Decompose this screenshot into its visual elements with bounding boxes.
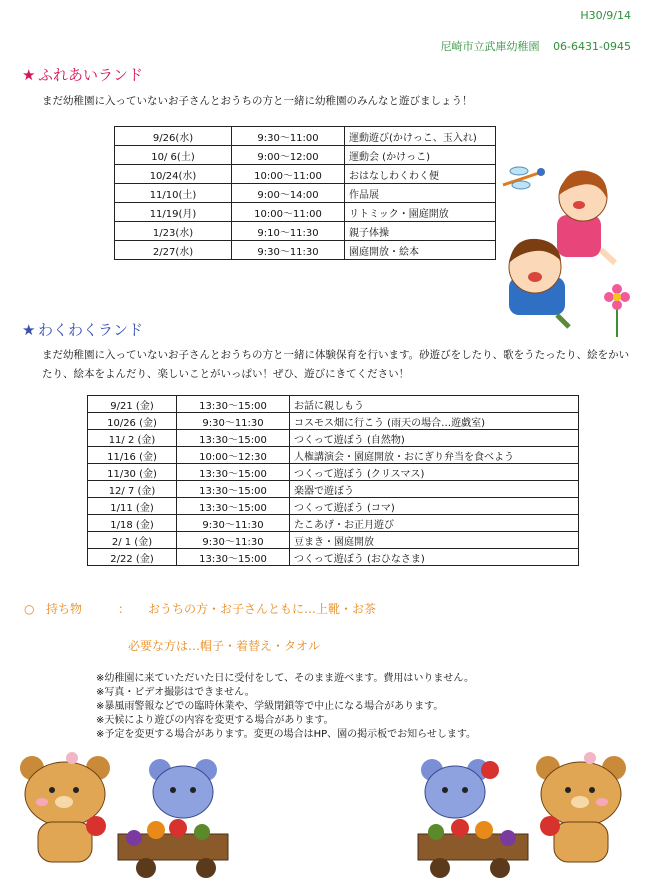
- table-row: [115, 222, 496, 241]
- note-item: ※予定を変更する場合があります。変更の場合はHP、園の掲示板でお知らせします。: [96, 729, 477, 740]
- harvest-cart-icon: [418, 819, 528, 878]
- cell-date: 2/ 1 (金): [88, 532, 177, 549]
- harvest-cart-icon: [118, 819, 228, 878]
- note-item: ※幼稚園に来ていただいた日に受付をして、そのまま遊べます。費用はいりません。: [96, 673, 474, 684]
- bear-icon: [536, 752, 626, 862]
- cell-date: 11/16 (金): [88, 447, 177, 464]
- cell-date: 11/ 2 (金): [88, 430, 177, 447]
- table-row: [88, 413, 579, 430]
- cell-time: 9:30～11:00: [232, 127, 345, 146]
- bear-harvest-cart-illustration-left: [10, 742, 235, 882]
- cell-time: 10:00～12:30: [177, 447, 290, 464]
- cell-time: 13:30～15:00: [177, 430, 290, 447]
- bring-label: 持ち物: [46, 602, 83, 616]
- cell-date: 9/26(水): [115, 127, 232, 146]
- cell-date: 2/27(水): [115, 241, 232, 260]
- table-row: [88, 515, 579, 532]
- cell-event: 作品展: [345, 184, 496, 203]
- table-row: [115, 184, 496, 203]
- cell-event: お話に親しもう: [290, 396, 579, 413]
- cell-event: おはなしわくわく便: [345, 165, 496, 184]
- cell-date: 1/18 (金): [88, 515, 177, 532]
- table-row: [115, 127, 496, 146]
- cell-event: つくって遊ぼう (クリスマス): [290, 464, 579, 481]
- mouse-icon: [421, 759, 489, 818]
- table-row: [88, 464, 579, 481]
- cell-event: つくって遊ぼう (コマ): [290, 498, 579, 515]
- cell-date: 12/ 7 (金): [88, 481, 177, 498]
- cell-date: 11/19(月): [115, 203, 232, 222]
- cell-time: 9:30～11:30: [177, 532, 290, 549]
- bear-harvest-cart-illustration-right: [410, 742, 635, 882]
- school-contact: [441, 38, 631, 54]
- table-row: [88, 396, 579, 413]
- circle-marker-icon: ○: [24, 602, 35, 616]
- apple-icon: [481, 761, 499, 779]
- table-row: [115, 146, 496, 165]
- mouse-icon: [149, 759, 217, 818]
- cell-event: リトミック・園庭開放: [345, 203, 496, 222]
- cell-time: 13:30～15:00: [177, 498, 290, 515]
- section-title-text: わくわくランド: [38, 321, 144, 339]
- section-title-wakuwaku: [22, 319, 143, 340]
- cell-time: 9:10～11:30: [232, 222, 345, 241]
- apple-icon: [540, 816, 560, 836]
- bring-items: おうちの方・お子さんともに…上靴・お茶: [148, 602, 377, 616]
- star-icon: ★: [22, 321, 36, 339]
- cell-event: つくって遊ぼう (自然物): [290, 430, 579, 447]
- note-item: ※暴風雨警報などでの臨時休業や、学級閉鎖等で中止になる場合があります。: [96, 701, 444, 712]
- cell-time: 9:00～12:00: [232, 146, 345, 165]
- cell-time: 10:00～11:00: [232, 165, 345, 184]
- section-title-text: ふれあいランド: [38, 66, 144, 84]
- cell-time: 9:00～14:00: [232, 184, 345, 203]
- optional-items: 必要な方は…帽子・着替え・タオル: [128, 639, 321, 653]
- cell-time: 13:30～15:00: [177, 549, 290, 566]
- document-date: H30/9/14: [580, 9, 631, 22]
- cell-date: 10/24(水): [115, 165, 232, 184]
- girl-icon: [557, 171, 615, 264]
- note-item: ※天候により遊びの内容を変更する場合があります。: [96, 715, 334, 726]
- cell-event: コスモス畑に行こう (雨天の場合…遊戯室): [290, 413, 579, 430]
- section-title-fureai: [22, 64, 143, 85]
- cell-event: 運動遊び(かけっこ、玉入れ): [345, 127, 496, 146]
- schedule-table-fureai: [114, 126, 496, 260]
- cell-time: 10:00～11:00: [232, 203, 345, 222]
- table-row: [115, 165, 496, 184]
- table-row: [88, 481, 579, 498]
- table-row: [115, 241, 496, 260]
- bring-colon: ：: [118, 602, 131, 616]
- cell-event: 豆まき・園庭開放: [290, 532, 579, 549]
- cell-date: 1/23(水): [115, 222, 232, 241]
- section-intro-wakuwaku: まだ幼稚園に入っていないお子さんとおうちの方と一緒に体験保育を行います。砂遊びをしたり、歌をうたったり、絵をかいたり、絵本をよんだり、楽しいことがいっぱい！ぜひ、遊びにきてください！: [42, 349, 630, 380]
- table-row: [88, 549, 579, 566]
- cell-date: 10/ 6(土): [115, 146, 232, 165]
- cell-time: 9:30～11:30: [177, 515, 290, 532]
- cell-time: 13:30～15:00: [177, 396, 290, 413]
- apple-icon: [86, 816, 106, 836]
- schedule-table-wakuwaku: [87, 395, 579, 566]
- cell-time: 13:30～15:00: [177, 464, 290, 481]
- cell-date: 1/11 (金): [88, 498, 177, 515]
- cell-event: 運動会 (かけっこ): [345, 146, 496, 165]
- kids-playing-illustration: [495, 155, 640, 340]
- star-icon: ★: [22, 66, 36, 84]
- cell-event: 楽器で遊ぼう: [290, 481, 579, 498]
- cell-time: 9:30～11:30: [232, 241, 345, 260]
- cell-time: 9:30～11:30: [177, 413, 290, 430]
- table-row: [88, 532, 579, 549]
- cell-event: たこあげ・お正月遊び: [290, 515, 579, 532]
- table-row: [88, 498, 579, 515]
- dragonfly-icon: [503, 167, 545, 189]
- section-intro-fureai: まだ幼稚園に入っていないお子さんとおうちの方と一緒に幼稚園のみんなと遊びましょう！: [42, 95, 473, 107]
- cell-time: 13:30～15:00: [177, 481, 290, 498]
- cell-event: 園庭開放・絵本: [345, 241, 496, 260]
- note-item: ※写真・ビデオ撮影はできません。: [96, 687, 255, 698]
- cell-date: 10/26 (金): [88, 413, 177, 430]
- cosmos-flower-icon: [604, 284, 630, 337]
- school-name: 尼崎市立武庫幼稚園: [440, 40, 540, 53]
- cell-date: 11/10(土): [115, 184, 232, 203]
- table-row: [88, 447, 579, 464]
- cell-event: つくって遊ぼう (おひなさま): [290, 549, 579, 566]
- cell-event: 親子体操: [345, 222, 496, 241]
- bring-items-line: [24, 600, 376, 617]
- cell-date: 2/22 (金): [88, 549, 177, 566]
- bear-icon: [20, 752, 110, 862]
- cell-date: 11/30 (金): [88, 464, 177, 481]
- cell-event: 人権講演会・園庭開放・おにぎり弁当を食べよう: [290, 447, 579, 464]
- table-row: [88, 430, 579, 447]
- cell-date: 9/21 (金): [88, 396, 177, 413]
- notes-list: [96, 672, 476, 742]
- table-row: [115, 203, 496, 222]
- school-phone: 06-6431-0945: [553, 40, 631, 53]
